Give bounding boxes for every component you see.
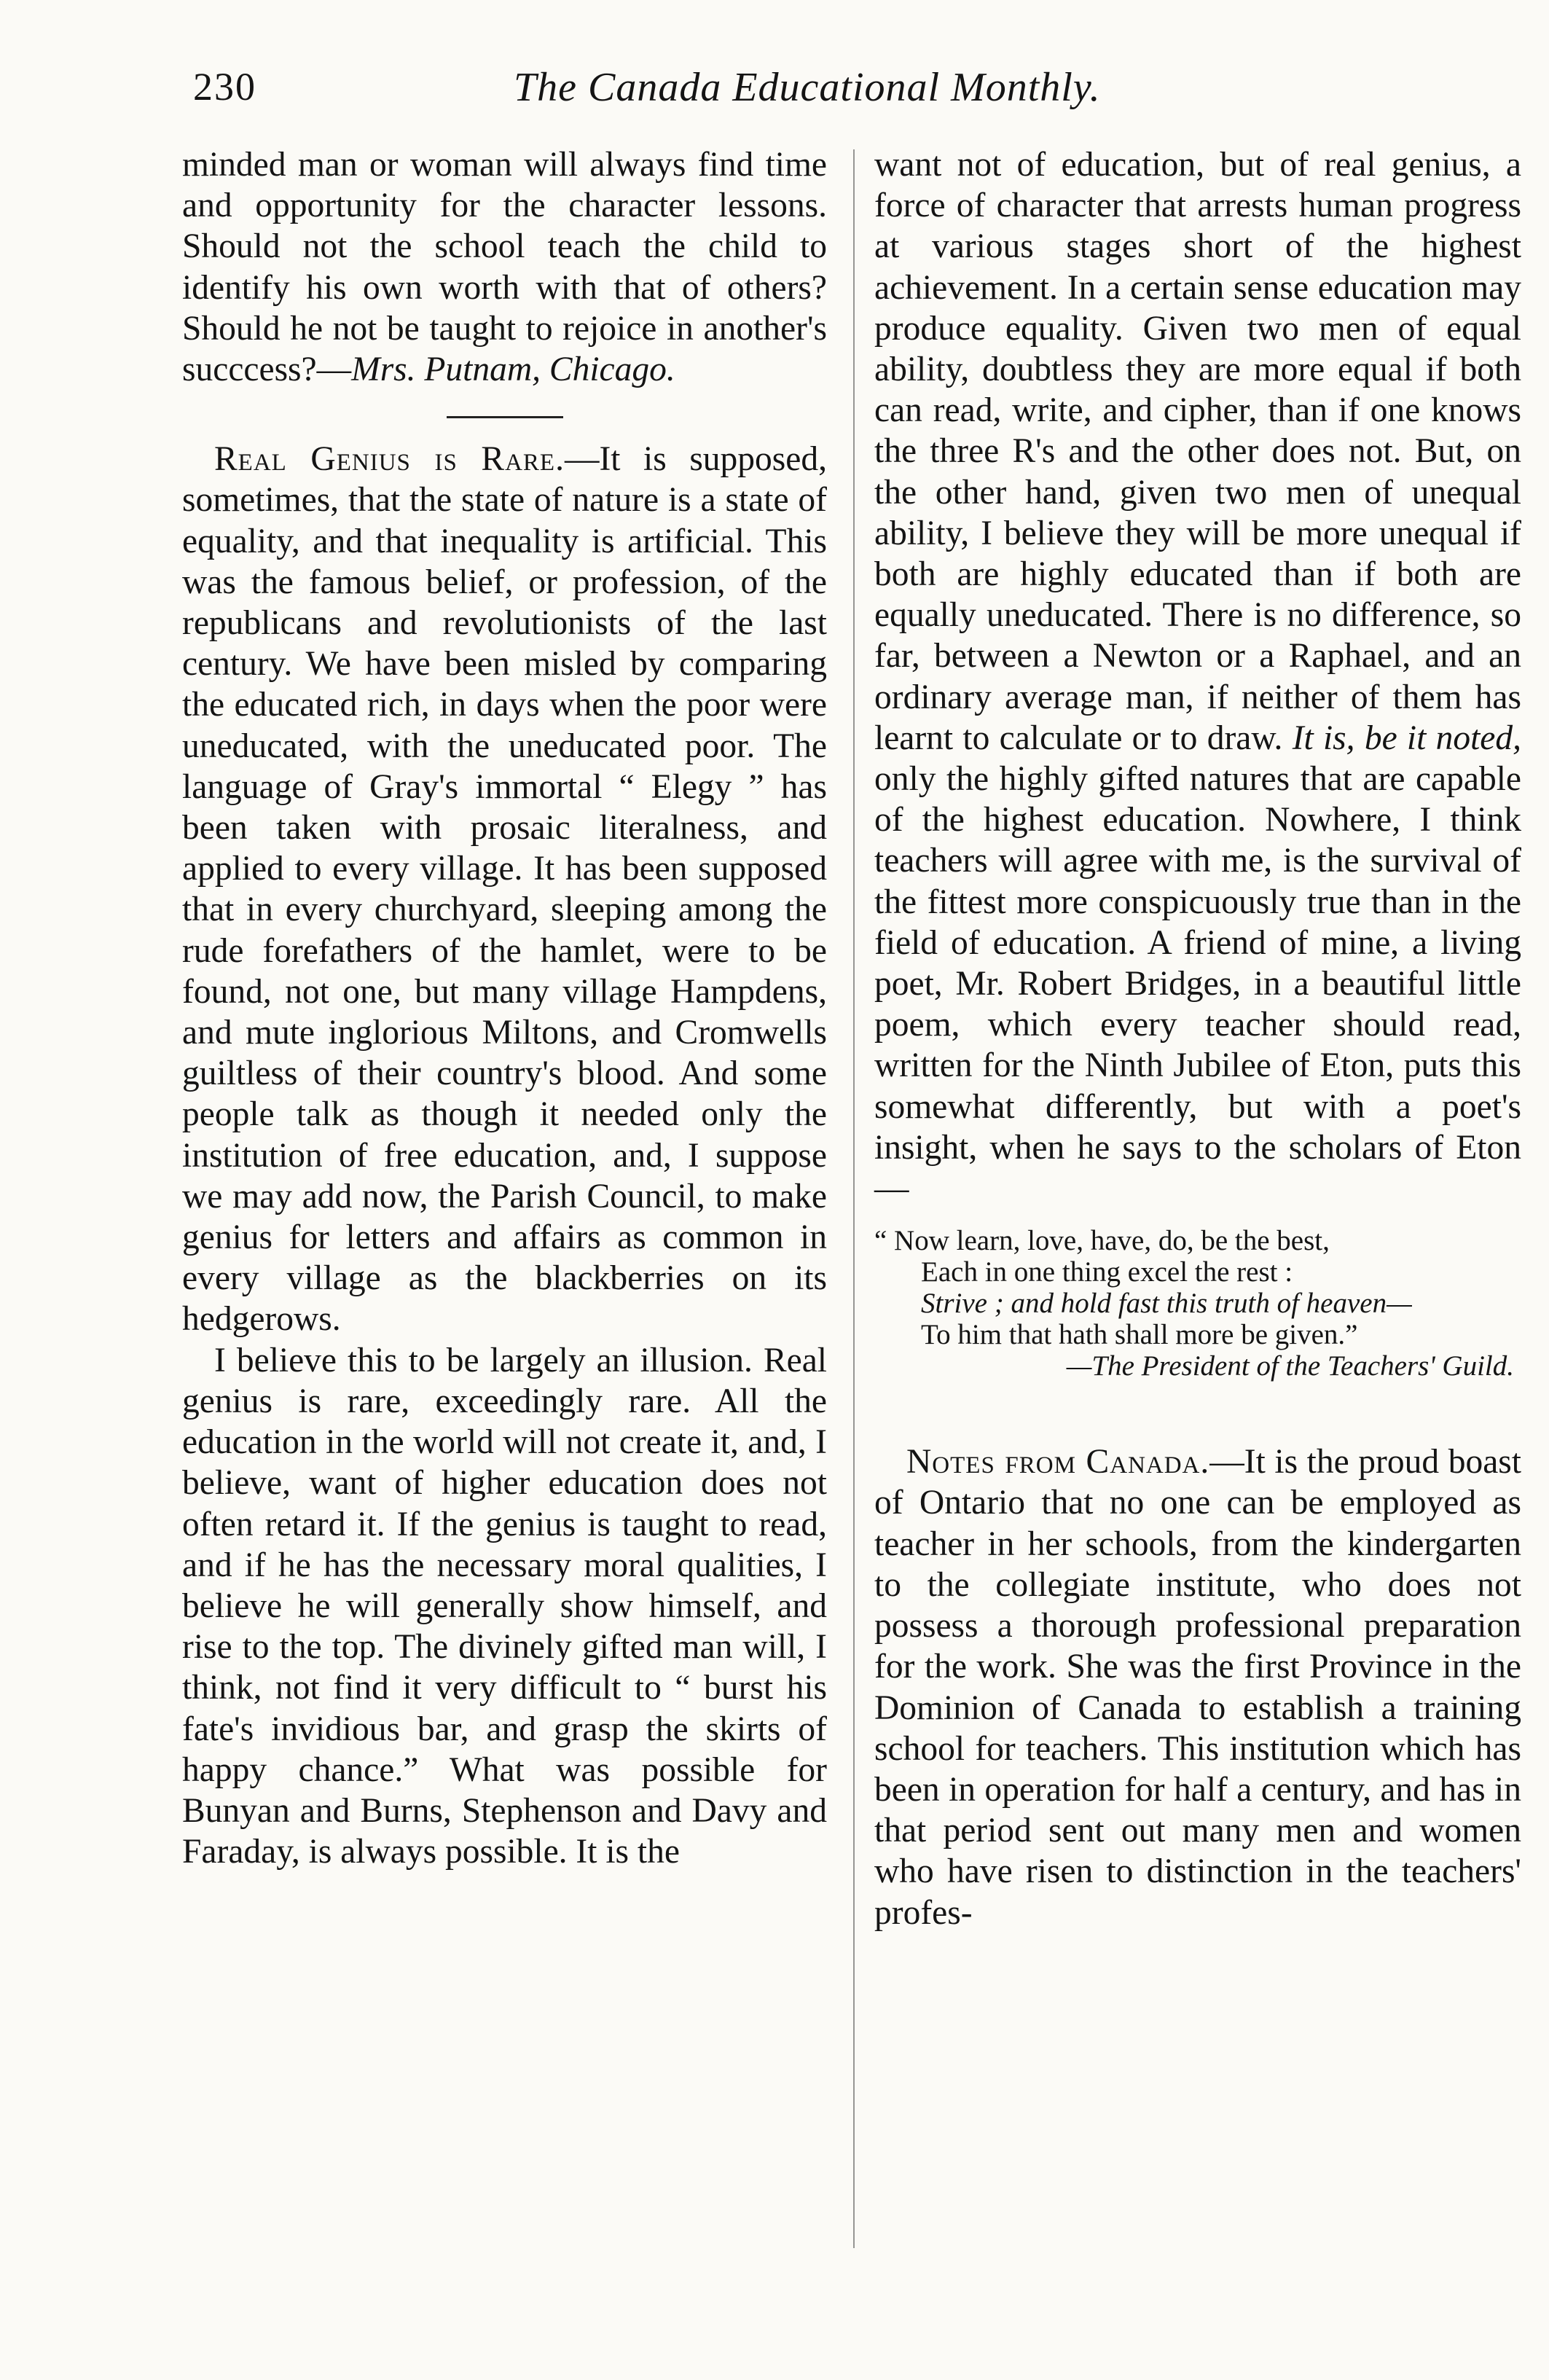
paragraph-character-lessons xyxy=(182,144,827,390)
author-attribution: Mrs. Putnam, Chicago. xyxy=(351,351,675,389)
paragraph-text: I believe this to be largely an illusion. Real genius is rare, exceedingly rare. All the education in the world will not create it, and, I believe, want of higher education does not often retard it. If the genius is taught to read, and if he has the necessary moral qualities, I believe he will generally show himself, and rise to the top. The divinely gifted man will, I think, not find it very difficult to “ burst his fate's invidious bar, and grasp the skirts of happy chance.” What was possible for Bunyan and Burns, Stephenson and Davy and Faraday, is always possible. It is the xyxy=(182,1341,827,1871)
paragraph-illusion xyxy=(182,1340,827,1873)
paragraph-equality xyxy=(874,144,1521,1209)
section-heading: Notes from Canada. xyxy=(906,1443,1210,1481)
emphasis-text: It is, be it noted, xyxy=(1292,719,1521,757)
section-divider xyxy=(447,416,563,418)
poem-quote xyxy=(874,1225,1521,1382)
poem-line: “ Now learn, love, have, do, be the best, xyxy=(874,1225,1330,1257)
paragraph-text: —It is the proud boast of Ontario that no one can be employed as teacher in her schools, from the kindergarten to the collegiate institute, who does not possess a thorough professional preparation for the work. She was the first Province in the Dominion of Canada to establish a training school for teachers. This institution which has been in operation for half a century, and has in that period sent out many men and women who have risen to distinction in the teachers' profes- xyxy=(874,1443,1521,1932)
poem-line: Strive ; and hold fast this truth of heaven— xyxy=(921,1288,1412,1320)
section-spacer xyxy=(874,1382,1521,1441)
right-column xyxy=(874,144,1521,1933)
page-number: 230 xyxy=(193,65,256,109)
paragraph-text: —It is supposed, sometimes, that the state of nature is a state of equality, and that inequality is artificial. This was the famous belief, or profession, of the republicans and revolutionists of the last century. We have been misled by comparing the educated rich, in days when the poor were uneducated, with the uneducated poor. The language of Gray's immortal “ Elegy ” has been taken with prosaic literalness, and applied to every village. It has been supposed that in every churchyard, sleeping among the rude forefathers of the hamlet, were to be found, not one, but many village Hampdens, and mute inglorious Miltons, and Cromwells guiltless of their country's blood. And some people talk as though it needed only the institution of free education, and, I suppose we may add now, the Parish Council, to make genius for letters and affairs as common in every village as the blackberries on its hedgerows. xyxy=(182,440,827,1339)
poem-line: Each in one thing excel the rest : xyxy=(921,1256,1293,1288)
paragraph-text: want not of education, but of real genius, a force of character that arrests human progress at various stages short of the highest achievement. In a certain sense education may produce equality. Given two men of equal ability, doubtless they are more equal if both can read, write, and cipher, than if one knows the three R's and the other does not. But, on the other hand, given two men of unequal ability, I believe they will be more unequal if both are highly educated than if both are equally uneducated. There is no difference, so far, between a Newton or a Raphael, and an ordinary average man, if neither of them has learnt to calculate or to draw. xyxy=(874,146,1521,757)
paragraph-notes-from-canada xyxy=(874,1441,1521,1933)
left-column xyxy=(182,144,827,1872)
poem-attribution xyxy=(874,1350,1521,1382)
running-title: The Canada Educational Monthly. xyxy=(514,65,1101,110)
paragraph-real-genius xyxy=(182,439,827,1339)
column-divider xyxy=(853,149,855,2248)
page-header xyxy=(193,64,1512,122)
paragraph-text: only the highly gifted natures that are capable of the highest education. Nowhere, I think teachers will agree with me, is the survival of the fittest more conspicuously true than in the field of education. A friend of mine, a living poet, Mr. Robert Bridges, in a beautiful little poem, which every teacher should read, written for the Ninth Jubilee of Eton, puts this somewhat differently, but with a poet's insight, when he says to the scholars of Eton— xyxy=(874,760,1521,1208)
section-heading: Real Genius is Rare. xyxy=(214,440,565,479)
poem-line: To him that hath shall more be given.” xyxy=(921,1319,1358,1351)
attribution-text: —The President of the Teachers' Guild. xyxy=(1066,1350,1514,1382)
paragraph-text: minded man or woman will always find time and opportunity for the character lessons. Should not the school teach the child to identify his own worth with that of others? Should he not be taught to rejoice in another's succcess?— xyxy=(182,146,827,389)
